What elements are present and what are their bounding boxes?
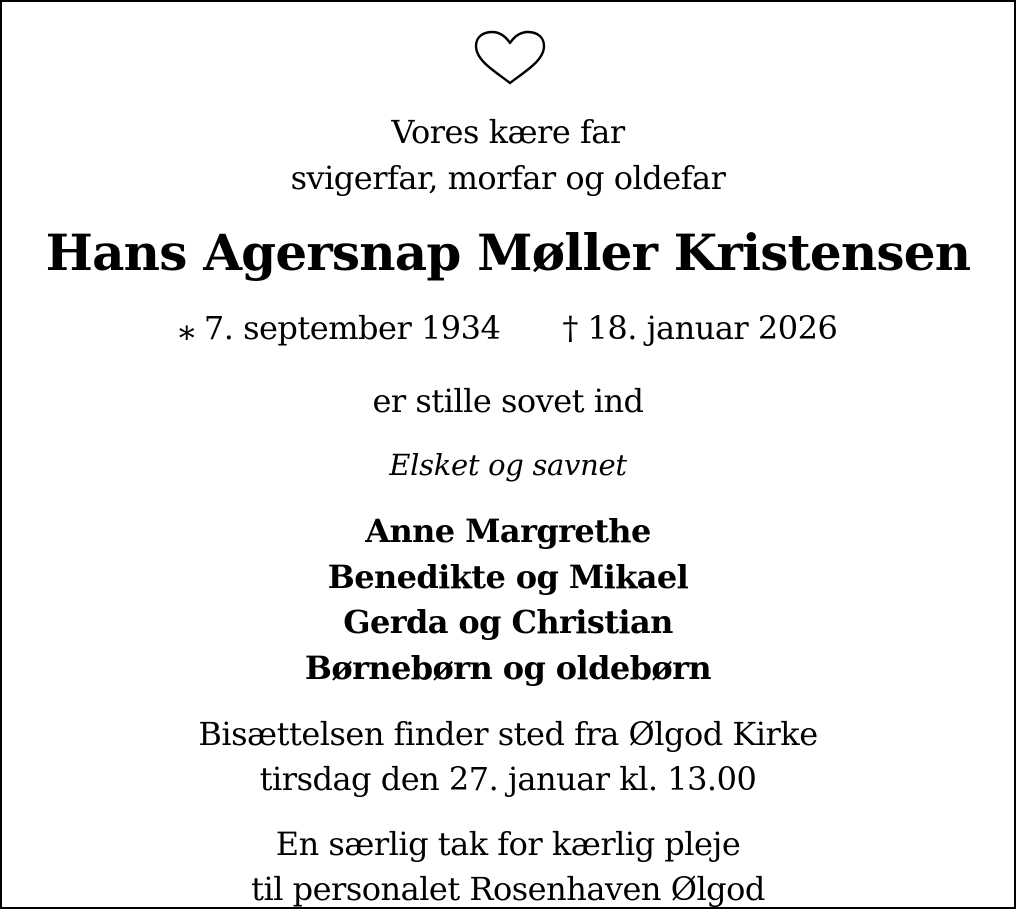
deceased-name: Hans Agersnap Møller Kristensen — [45, 223, 971, 282]
thanks-line-1: En særlig tak for kærlig pleje — [275, 825, 741, 863]
heart-outline-icon — [472, 30, 548, 86]
intro-line-2: svigerfar, morfar og oldefar — [290, 159, 726, 197]
death-date: † 18. januar 2026 — [562, 309, 838, 347]
family-member-line: Børnebørn og oldebørn — [304, 649, 712, 687]
thanks-line-2: til personalet Rosenhaven Ølgod — [251, 870, 765, 908]
family-member-line: Anne Margrethe — [365, 512, 651, 550]
family-member-line: Benedikte og Mikael — [327, 558, 689, 596]
family-member-line: Gerda og Christian — [343, 603, 673, 641]
funeral-line-2: tirsdag den 27. januar kl. 13.00 — [259, 760, 757, 798]
loved-text: Elsket og savnet — [389, 448, 627, 482]
funeral-line-1: Bisættelsen finder sted fra Ølgod Kirke — [198, 715, 818, 753]
intro-line-1: Vores kære far — [391, 113, 625, 151]
passed-away-text: er stille sovet ind — [372, 382, 644, 420]
life-dates — [2, 309, 1014, 347]
birth-date: ⁎ 7. september 1934 — [178, 309, 501, 347]
